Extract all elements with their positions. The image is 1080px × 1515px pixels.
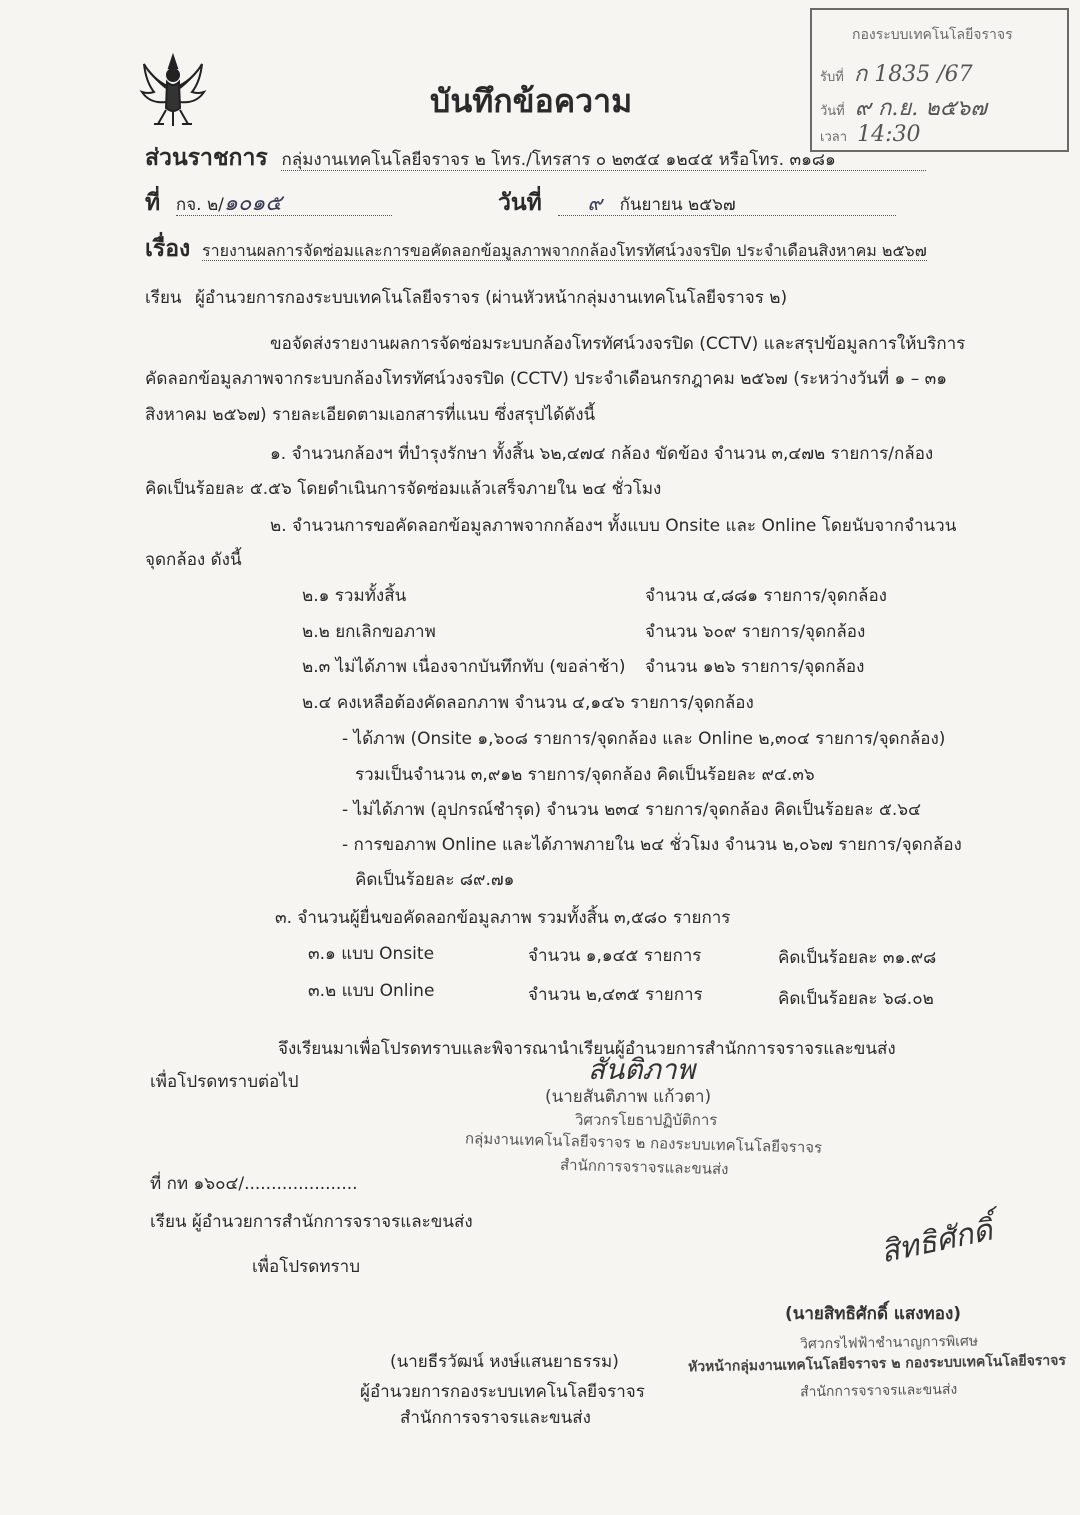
item-1-line-1: ๑. จำนวนกล้องฯ ที่บำรุงรักษา ทั้งสิ้น ๖๒,๔๗๔ กล้อง ขัดข้อง จำนวน ๓,๔๗๒ รายการ/กล้อง [270,444,934,464]
row-2-4-a-line-2: รวมเป็นจำนวน ๓,๙๑๒ รายการ/จุดกล้อง คิดเป็นร้อยละ ๙๔.๓๖ [355,765,815,785]
intro-line-2: คัดลอกข้อมูลภาพจากระบบกล้องโทรทัศน์วงจรปิด (CCTV) ประจำเดือนกรกฎาคม ๒๕๖๗ (ระหว่างวันที่ ๑ – ๓๑ [145,369,948,389]
to-value: ผู้อำนวยการกองระบบเทคโนโลยีจราจร (ผ่านหัวหน้ากลุ่มงานเทคโนโลยีจราจร ๒) [194,288,788,308]
row-2-4-b: - ไม่ได้ภาพ (อุปกรณ์ชำรุด) จำนวน ๒๓๔ รายการ/จุดกล้อง คิดเป็นร้อยละ ๕.๖๔ [342,800,921,820]
signer-1-office: สำนักการจราจรและขนส่ง [559,1155,729,1179]
stamp-date-value: ๙ ก.ย. ๒๕๖๗ [854,96,987,121]
memo-date-label: วันที่ [498,190,542,216]
signer-2-name: (นายสิทธิศักดิ์ แสงทอง) [785,1304,962,1324]
row-3-1-label: ๓.๑ แบบ Onsite [308,944,435,964]
memo-date-row [498,185,896,221]
stamp-receive-label: รับที่ [820,70,844,85]
row-3-2-qty: จำนวน ๒,๔๓๕ รายการ [528,985,703,1005]
signer-1-position: วิศวกรโยธาปฏิบัติการ [575,1111,718,1129]
memo-title: บันทึกข้อความ [430,82,633,120]
memo-number-row [145,185,392,221]
memo-date-value: กันยายน ๒๕๖๗ [619,195,736,215]
memo-number-value: กจ. ๒/ [175,195,224,215]
memo-number-field [175,191,392,216]
stamp-date-row [820,90,987,125]
signer-2-office: สำนักการจราจรและขนส่ง [799,1381,958,1401]
row-2-1-label: ๒.๑ รวมทั้งสิ้น [302,586,407,606]
subject-row [145,231,927,267]
item-2-line-1: ๒. จำนวนการขอคัดลอกข้อมูลภาพจากกล้องฯ ทั้งแบบ Onsite และ Online โดยนับจากจำนวน [270,516,957,536]
row-2-2-qty: จำนวน ๖๐๙ รายการ/จุดกล้อง [645,622,866,642]
memo-date-handwritten: ๙ [587,191,603,215]
row-2-4-c-line-1: - การขอภาพ Online และได้ภาพภายใน ๒๔ ชั่วโมง จำนวน ๒,๐๖๗ รายการ/จุดกล้อง [342,835,962,855]
signer-1-name: (นายสันติภาพ แก้วตา) [545,1087,712,1107]
row-3-1-pct: คิดเป็นร้อยละ ๓๑.๙๘ [778,948,937,968]
forward-note-2: เพื่อโปรดทราบ [252,1257,360,1277]
stamp-time-value: 14:30 [857,122,921,147]
row-2-4: ๒.๔ คงเหลือต้องคัดลอกภาพ จำนวน ๔,๑๔๖ รายการ/จุดกล้อง [302,693,754,713]
signer-2-position: วิศวกรไฟฟ้าชำนาญการพิเศษ [799,1333,979,1353]
dept-row [145,140,935,176]
stamp-receive-row [820,56,973,91]
signer-1-signature: สันติภาพ [588,1053,696,1086]
row-2-1-qty: จำนวน ๔,๘๘๑ รายการ/จุดกล้อง [645,586,887,606]
memo-date-field [558,191,896,216]
row-3-1-qty: จำนวน ๑,๑๔๕ รายการ [528,946,702,966]
forward-note: เพื่อโปรดทราบต่อไป [150,1072,299,1092]
item-1-line-2: คิดเป็นร้อยละ ๕.๕๖ โดยดำเนินการจัดซ่อมแล้วเสร็จภายใน ๒๔ ชั่วโมง [145,479,662,499]
item-2-line-2: จุดกล้อง ดังนี้ [145,550,242,570]
garuda-emblem [138,48,208,130]
forward-number-line: ที่ กท ๑๖๐๔/..................... [150,1174,358,1194]
intro-line-3: สิงหาคม ๒๕๖๗) รายละเอียดตามเอกสารที่แนบ ซึ่งสรุปได้ดังนี้ [145,405,596,425]
subject-value: รายงานผลการจัดซ่อมและการขอคัดลอกข้อมูลภาพจากกล้องโทรทัศน์วงจรปิด ประจำเดือนสิงหาคม ๒๕๖๗ [202,241,927,260]
to-row [145,284,787,311]
to-label: เรียน [145,288,182,308]
stamp-org: กองระบบเทคโนโลยีจราจร [852,27,1013,43]
intro-line-1: ขอจัดส่งรายงานผลการจัดซ่อมระบบกล้องโทรทัศน์วงจรปิด (CCTV) และสรุปข้อมูลการให้บริการ [270,334,966,354]
signer-3-office: สำนักการจราจรและขนส่ง [400,1408,591,1428]
signer-3-position: ผู้อำนวยการกองระบบเทคโนโลยีจราจร [360,1382,645,1402]
row-2-3-qty: จำนวน ๑๒๖ รายการ/จุดกล้อง [645,657,865,677]
row-2-2-label: ๒.๒ ยกเลิกขอภาพ [302,622,436,642]
stamp-time-label: เวลา [820,130,848,145]
row-2-4-a-line-1: - ได้ภาพ (Onsite ๑,๖๐๘ รายการ/จุดกล้อง และ Online ๒,๓๐๔ รายการ/จุดกล้อง) [342,729,946,749]
closing-line: จึงเรียนมาเพื่อโปรดทราบและพิจารณานำเรียนผู้อำนวยการสำนักการจราจรและขนส่ง [278,1039,896,1059]
stamp-receive-value: ก 1835 /67 [853,62,973,87]
memo-number-label: ที่ [145,190,161,216]
signer-2-unit: หัวหน้ากลุ่มงานเทคโนโลยีจราจร ๒ กองระบบเทคโนโลยีจราจร [687,1352,1067,1376]
stamp-date-label: วันที่ [820,104,845,119]
row-3-2-label: ๓.๒ แบบ Online [308,981,435,1001]
dept-value: กลุ่มงานเทคโนโลยีจราจร ๒ โทร./โทรสาร ๐ ๒๓๕๔ ๑๒๔๕ หรือโทร. ๓๑๘๑ [281,150,925,171]
row-2-4-c-line-2: คิดเป็นร้อยละ ๘๙.๗๑ [355,870,515,890]
row-2-3-label: ๒.๓ ไม่ได้ภาพ เนื่องจากบันทึกทับ (ขอล่าช้า) [302,657,626,677]
subject-label: เรื่อง [145,236,191,262]
signer-3-name: (นายธีรวัฒน์ หงษ์แสนยาธรรม) [390,1352,619,1372]
forward-to-line: เรียน ผู้อำนวยการสำนักการจราจรและขนส่ง [150,1212,473,1232]
dept-label: ส่วนราชการ [145,145,268,171]
memo-number-handwritten: ๑๐๑๕ [223,191,282,216]
item-3: ๓. จำนวนผู้ยื่นขอคัดลอกข้อมูลภาพ รวมทั้งสิ้น ๓,๕๘๐ รายการ [275,908,731,928]
receive-stamp [810,8,1069,152]
signer-1-unit: กลุ่มงานเทคโนโลยีจราจร ๒ กองระบบเทคโนโลยีจราจร [464,1129,823,1157]
signer-2-signature: สิทธิศักดิ์ [877,1212,996,1271]
row-3-2-pct: คิดเป็นร้อยละ ๖๘.๐๒ [778,989,934,1009]
